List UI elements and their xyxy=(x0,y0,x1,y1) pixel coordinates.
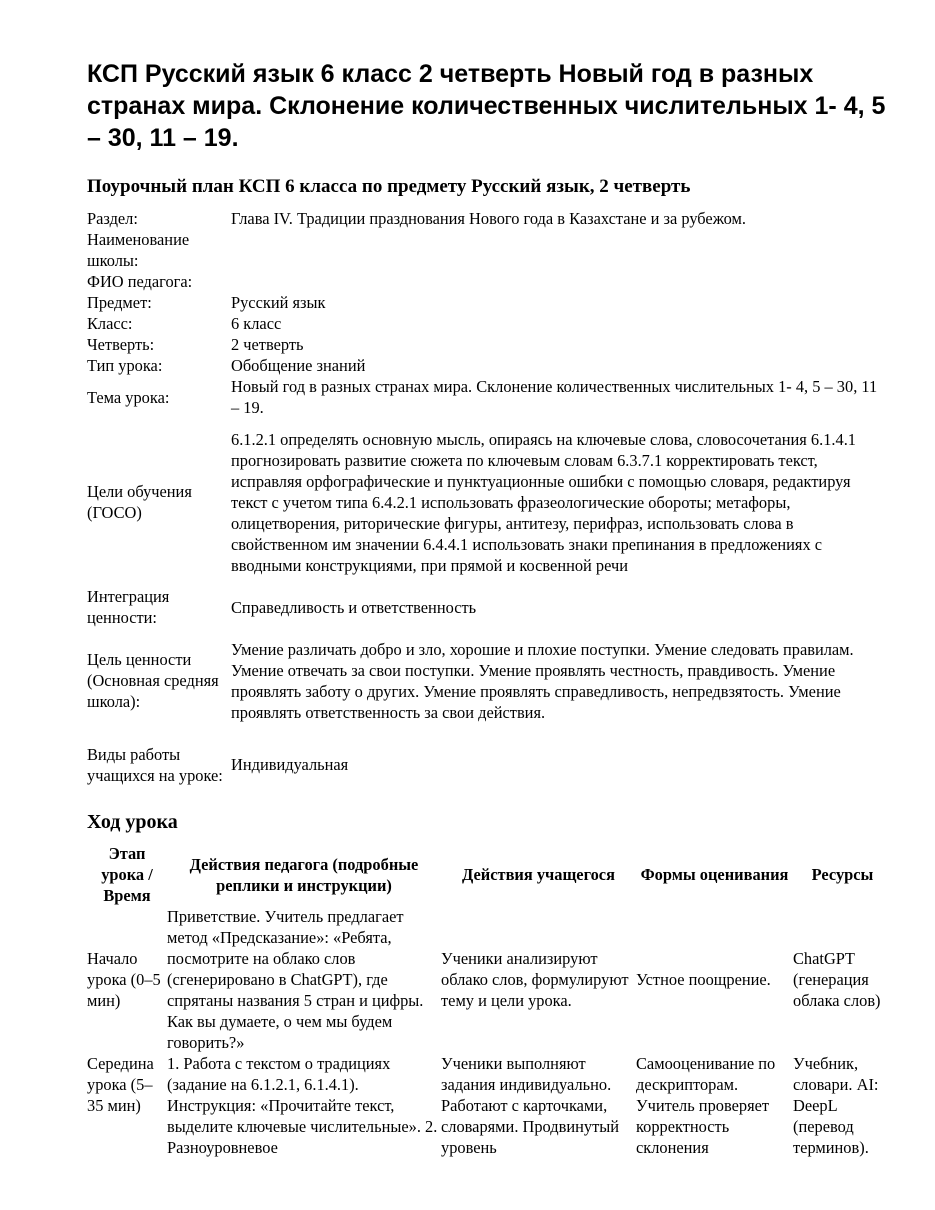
info-label: Четверть: xyxy=(87,335,155,354)
info-value xyxy=(231,229,887,271)
info-row xyxy=(87,313,887,334)
column-header: Формы оценивания xyxy=(640,865,789,884)
info-label: Тема урока: xyxy=(87,387,170,407)
info-label: Тип урока: xyxy=(87,356,163,375)
table-cell: Начало урока (0–5 мин) xyxy=(87,949,161,1010)
plan-subtitle: Поурочный план КСП 6 класса по предмету Русский язык, 2 четверть xyxy=(87,176,691,197)
info-row xyxy=(87,355,887,376)
table-cell: Ученики выполняют задания индивидуально. Работают с карточками, словарями. Продвинутый уровень xyxy=(441,1054,620,1157)
info-row xyxy=(87,229,887,271)
table-cell: Середина урока (5–35 мин) xyxy=(87,1054,154,1115)
info-value: Умение различать добро и зло, хорошие и плохие поступки. Умение следовать правилам. Умение отвечать за свои поступки. Умение проявлять честность, правдивость. Умение проявлять заботу о других. Умение проявлять справедливость, непредвзятость. Умение проявлять ответственность за свои действия. xyxy=(231,639,854,722)
document-title: КСП Русский язык 6 класс 2 четверть Новый год в разных странах мира. Склонение количественных числительных 1- 4, 5 – 30, 11 – 19. xyxy=(87,60,886,152)
info-value: 6.1.2.1 определять основную мысль, опираясь на ключевые слова, словосочетания 6.1.4.1 прогнозировать развитие сюжета по ключевым словам 6.3.7.1 корректировать текст, исправляя орфографические и пунктуационные ошибки с помощью словаря, редактируя текст с учетом типа 6.4.2.1 использовать фразеологические обороты; метафоры, олицетворения, риторические фигуры, антитезу, перифраз, использовать слова в свойственном им значении 6.4.4.1 использовать знаки препинания в предложениях с вводными конструкциями, при прямой и косвенной речи xyxy=(231,429,856,575)
info-label: Интеграция ценности: xyxy=(87,587,170,627)
info-row xyxy=(87,376,887,418)
info-row xyxy=(87,733,887,796)
table-cell: Приветствие. Учитель предлагает метод «Предсказание»: «Ребята, посмотрите на облако слов (сгенерировано в ChatGPT), где спрятаны названия 5 стран и цифры. Как вы думаете, о чем мы будем говорить?» xyxy=(167,907,424,1052)
info-row xyxy=(87,628,887,733)
info-label: Цель ценности (Основная средняя школа): xyxy=(87,650,219,711)
info-value: Справедливость и ответственность xyxy=(231,597,477,617)
info-label: ФИО педагога: xyxy=(87,272,193,291)
info-row xyxy=(87,271,887,292)
info-label: Раздел: xyxy=(87,209,138,228)
info-label: Предмет: xyxy=(87,293,152,312)
info-value: Новый год в разных странах мира. Склонение количественных числительных 1- 4, 5 – 30, 11 – 19. xyxy=(231,377,878,417)
info-value: Русский язык xyxy=(231,293,326,312)
info-row xyxy=(87,292,887,313)
column-header: Ресурсы xyxy=(811,865,874,884)
column-header: Этап урока / Время xyxy=(101,844,153,905)
table-cell: ChatGPT (генерация облака слов) xyxy=(793,949,881,1010)
info-row xyxy=(87,208,887,229)
table-row xyxy=(87,906,892,1053)
table-cell: Самооценивание по дескрипторам. Учитель проверяет корректность склонения xyxy=(636,1054,776,1157)
section-title: Ход урока xyxy=(87,811,178,833)
lesson-info-table xyxy=(87,208,887,796)
info-row xyxy=(87,586,887,628)
info-label: Цели обучения (ГОСО) xyxy=(87,482,192,522)
info-label: Наименование школы: xyxy=(87,230,190,270)
info-value: Обобщение знаний xyxy=(231,356,366,375)
table-cell: Ученики анализируют облако слов, формулируют тему и цели урока. xyxy=(441,949,629,1010)
info-value: Глава IV. Традиции празднования Нового года в Казахстане и за рубежом. xyxy=(231,209,746,228)
table-cell: 1. Работа с текстом о традициях (задание на 6.1.2.1, 6.1.4.1). Инструкция: «Прочитайте текст, выделите ключевые числительные». 2. Разноуровневое xyxy=(167,1054,438,1157)
info-value: 6 класс xyxy=(231,314,282,333)
info-row xyxy=(87,418,887,586)
table-cell: Устное поощрение. xyxy=(636,970,771,989)
table-row xyxy=(87,1053,892,1158)
column-header: Действия учащегося xyxy=(462,865,615,884)
info-label: Класс: xyxy=(87,314,133,333)
lesson-plan-table xyxy=(87,843,892,1158)
table-cell: Учебник, словари. AI: DeepL (перевод терминов). xyxy=(793,1054,879,1157)
document-page xyxy=(87,58,887,1157)
info-row xyxy=(87,334,887,355)
info-label: Виды работы учащихся на уроке: xyxy=(87,744,223,785)
info-value xyxy=(231,271,887,292)
table-header-row xyxy=(87,843,892,906)
info-value: 2 четверть xyxy=(231,335,304,354)
column-header: Действия педагога (подробные реплики и инструкции) xyxy=(189,854,419,895)
info-value: Индивидуальная xyxy=(231,755,349,774)
